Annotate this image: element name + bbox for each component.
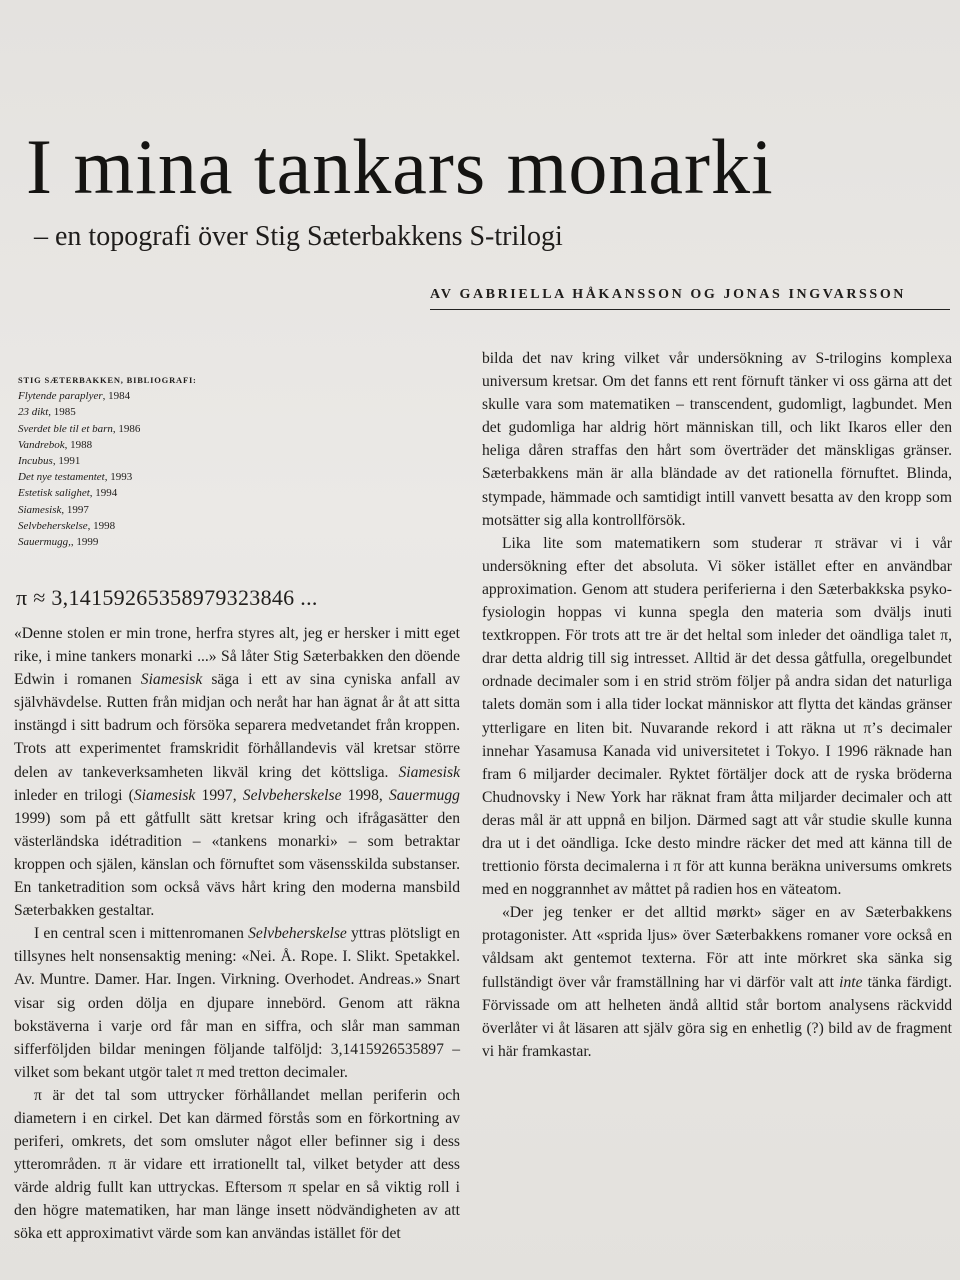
book-year: , 1994 [89,487,118,500]
book-year: , 1999 [70,536,99,549]
book-title: Siamesisk [18,503,62,516]
book-title: Incubus [18,455,53,468]
italic-text-run: Selvbeherskelse [242,786,342,804]
bibliography-list [18,388,318,550]
book-title: 23 dikt [18,406,49,419]
book-title: Sverdet ble til et barn [18,422,113,435]
bibliography-item [18,453,318,469]
bibliography-heading: STIG SÆTERBAKKEN, BIBLIOGRAFI: [18,375,197,385]
italic-text-run: Sauermugg [388,786,460,804]
paragraph: Lika lite som matematikern som studerar π strävar vi i vår undersökning efter det absoluta. Vi söker istället efter en användbar approximation. Genom att studera periferierna i den Sæterbakkska psyko-fysiologin hoppas vi kunna spegla den materia som dväljs inuti textkroppen. För trots att tre är det heltal som inleder det oändliga talet π, drar detta aldrig till sig intresset. Alltid är det dessa gåtfulla, oregelbundet ordnade decimaler som i en strid ström följer på andra sidan det naturliga talets domän som i alla tider lockat människor att flytta det kändas gränser ytterligare en liten bit. Nuvarande rekord i att räkna ut π’s decimaler innehar Yasamusa Kanada vid universitetet i Tokyo. I 1996 räknade han fram 6 miljarder decimaler. Ryktet förtäljer dock att de ryska bröderna Chudnovsky i New York har räknat fram åtta miljarder decimaler och att deras mål är att uppnå en biljon. Därmed sagt att vår studie skulle kunna dra ut i det oändliga. Icke desto mindre räcker det med att känna till de trettionio första decimalerna i π för att kunna beräkna universums omkrets med en noggrannhet av måttet på radien hos en väteatom. [482,534,952,899]
book-year: , 1991 [52,455,81,468]
text-run: «Der jeg tenker er det alltid mørkt» säger en av Sæterbakkens protagonister. Att «sprida ljus» över Sæterbakkens romaner vore också en våldsam akt gentemot texterna. För att inte mörkret ska sänka sig fullständigt över vår framställning har vi därför valt att [482,904,952,991]
book-title: Vandrebok [18,438,65,451]
book-title: Selvbeherskelse [18,519,88,532]
book-title: Flytende paraplyer [18,390,103,403]
book-year: , 1993 [104,471,133,484]
left-column [14,622,460,1246]
book-year: , 1986 [112,422,141,435]
bibliography-item [18,534,318,550]
bibliography-item [18,518,318,534]
italic-text-run: Selvbeherskelse [248,925,347,943]
text-run: «Denne stolen er min trone, herfra styres alt, jeg er hersker i mitt eget rike, i mine tankers monarki ...» Så låter Stig Sæterbakken den döende Edwin i romanen [14,625,460,689]
paragraph [14,622,460,922]
paragraph [14,1084,460,1246]
text-run: π är det tal som uttrycker förhållandet mellan periferin och diametern i en cirkel. Det kan därmed förstås som en förkortning av periferi, omkrets, det som omsluter något eller befinner sig i dess ytterområden. π är vidare ett irrationellt tal, vilket betyder att dess värde aldrig fullt kan uttryckas. Eftersom π spelar en så viktig roll i den högre matematiken, har man länge insett nödvändigheten av att söka ett approximativt värde som kan användas istället för det [14,1086,460,1243]
book-title: Sauermugg, [18,536,71,549]
text-run: I en central scen i mittenromanen [34,925,249,943]
book-year: , 1988 [64,438,93,451]
italic-text-run: inte [839,973,863,991]
text-run: 1999) som på ett gåtfullt sätt kretsar kring och ifrågasätter den västerländska idétradition – «tankens monarki» – som betraktar kroppen och själen, känslan och förnuftet som väsensskilda substanser. En tanketradition som också vävs hårt kring den moderna mansbild Sæterbakken gestaltar. [14,809,460,920]
bibliography-item [18,437,318,453]
bibliography-item [18,469,318,485]
bibliography-item [18,502,318,518]
bibliography-box [18,372,318,550]
right-column [482,347,952,1063]
article-subtitle: – en topografi över Stig Sæterbakkens S-trilogi [34,221,563,252]
paragraph [482,901,952,1063]
bibliography-item [18,388,318,404]
text-run: yttras plötsligt en tillsynes helt nonsensaktig mening: «Nei. Å. Rope. I. Slikt. Spetakkel. Av. Muntre. Damer. Har. Ingen. Virkning. Overhodet. Andreas.» Snart visar sig orden dölja en djupare innebörd. Genom att räkna bokstäverna i varje ord får man en siffra, och slår man samman sifferföljden bildar meningen följande talföljd: 3,1415926535897 – vilket som bekant utgör talet π med tretton decimaler. [14,925,460,1081]
book-year: , 1985 [48,406,76,419]
article-title: I mina tankars monarki [26,123,774,210]
book-year: , 1997 [61,503,89,516]
text-run: 1998, [341,786,389,804]
italic-text-run: Siamesisk [398,763,460,781]
pi-formula: π ≈ 3,14159265358979323846 ... [16,585,318,610]
paragraph: bilda det nav kring vilket vår undersökning av S-trilogins komplexa universum kretsar. Om det fanns ett rent förnuft tänker vi oss gärna att det skulle vara som matematiken – transcendent, gudomligt, lagbundet. Men det gudomliga har aldrig hört människan till, och likt Ikaros eller den heliga dåren straffas den hårt som överträder det mänskligas gränser. Sæterbakkens män är alla bländade av det rationella förnuftet. Blinda, stympade, hämmade och samtidigt intill vanvett besatta av den kropp som motsätter sig alla kontrollförsök. [482,350,952,529]
book-title: Estetisk salighet [18,487,90,500]
text-run: tänka färdigt. Förvissade om att helheten ändå alltid står bortom analysens räckvidd överlåter vi åt läsaren att själv göra sig en enhetlig (?) bild av de fragment vi här framkastar. [482,973,952,1060]
book-title: Det nye testamentet [18,471,105,484]
book-year: , 1998 [87,519,116,532]
bibliography-item [18,485,318,501]
text-run: säga i ett av sina cyniska anfall av självhävdelse. Rutten från midjan och neråt har han ägnat år åt att sitta instängd i sitt badrum och försöka separera medvetandet från kroppen. Trots att experimentet framskridit förhållandevis väl kretsar större delen av tankeverksamheten likväl kring det köttsliga. [14,671,460,781]
text-run: 1997, [195,786,243,804]
text-run: inleder en trilogi ( [14,786,134,804]
book-year: , 1984 [102,390,131,403]
bibliography-item [18,404,318,420]
bibliography-item [18,421,318,437]
paragraph [14,922,460,1084]
byline: AV GABRIELLA HÅKANSSON OG JONAS INGVARSSON [430,287,950,310]
italic-text-run: Siamesisk [133,786,196,804]
italic-text-run: Siamesisk [140,671,203,689]
